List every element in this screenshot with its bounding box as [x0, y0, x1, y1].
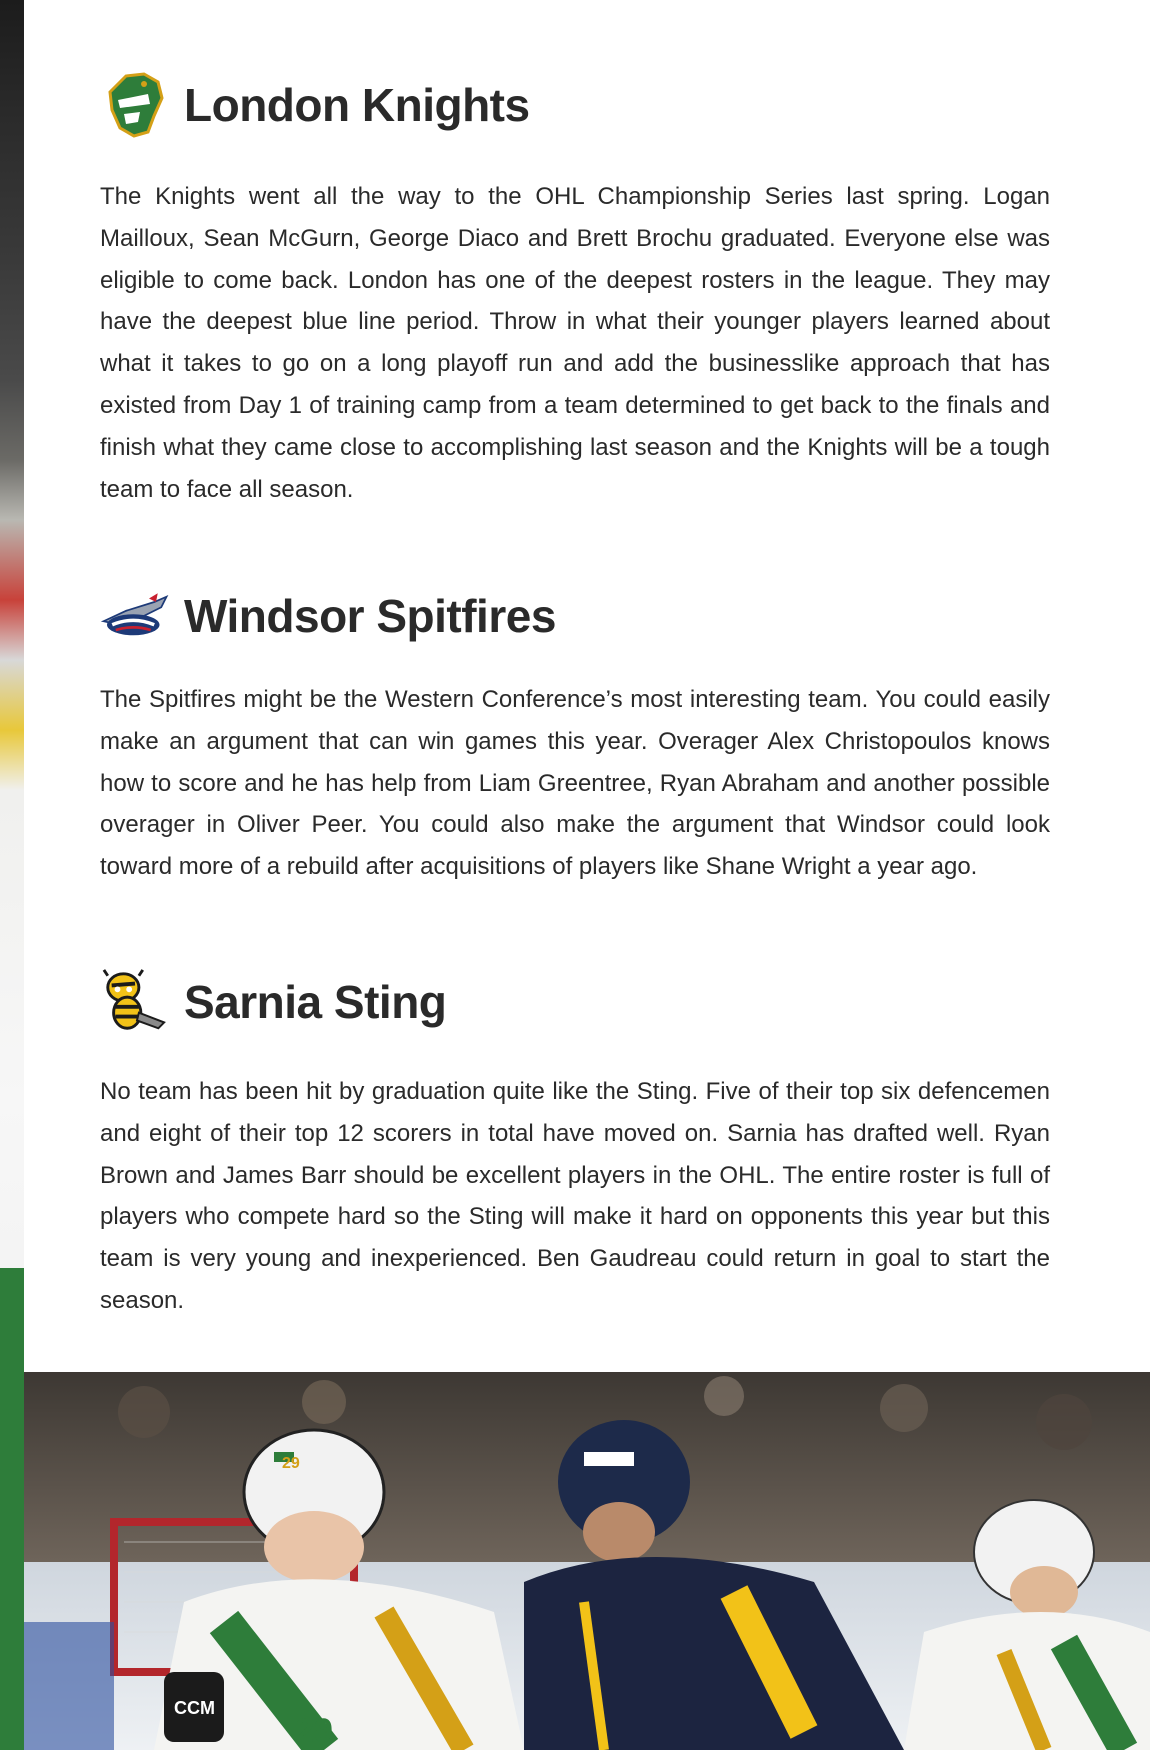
left-edge-green-bar: [0, 1268, 24, 1750]
team-name-london: London Knights: [184, 79, 530, 131]
team-body-london: The Knights went all the way to the OHL Championship Series last spring. Logan Mailloux, Sean McGurn, George Diaco and Brett Brochu graduated. Everyone else was eligible to come back. London has one of the deepest rosters in the league. They may have the deepest blue line period. Throw in what their younger players learned about what it takes to go on a long playoff run and add the businesslike approach that has existed from Day 1 of training camp from a team determined to get back to the finals and finish what they came close to accomplishing last season and the Knights will be a tough team to face all season.: [100, 183, 1050, 503]
team-name-sarnia: Sarnia Sting: [184, 976, 447, 1028]
sarnia-sting-logo-icon: [100, 967, 170, 1037]
team-header-windsor: [100, 576, 556, 656]
helmet-number-text: 29: [282, 1455, 300, 1472]
glove-brand-text: CCM: [174, 1698, 215, 1718]
jersey-number-text: 29: [295, 1712, 333, 1750]
hockey-action-photo: [24, 1372, 1150, 1750]
team-body-windsor: The Spitfires might be the Western Conference’s most interesting team. You could easily make an argument that can win games this year. Overager Alex Christopoulos knows how to score and he has help from Liam Greentree, Ryan Abraham and another possible overager in Oliver Peer. You could also make the argument that Windsor could look toward more of a rebuild after acquisitions of players like Shane Wright a year ago.: [100, 686, 1050, 881]
windsor-spitfires-logo-icon: [100, 581, 170, 651]
london-knights-logo-icon: [100, 70, 170, 140]
team-body-sarnia: No team has been hit by graduation quite like the Sting. Five of their top six defencemen and eight of their top 12 scorers in total have moved on. Sarnia has drafted well. Ryan Brown and James Barr should be excellent players in the OHL. The entire roster is full of players who compete hard so the Sting will make it hard on opponents this year but this team is very young and inexperienced. Ben Gaudreau could return in goal to start the season.: [100, 1078, 1050, 1314]
team-header-london: [100, 65, 530, 145]
team-name-windsor: Windsor Spitfires: [184, 590, 556, 642]
team-header-sarnia: [100, 962, 446, 1042]
